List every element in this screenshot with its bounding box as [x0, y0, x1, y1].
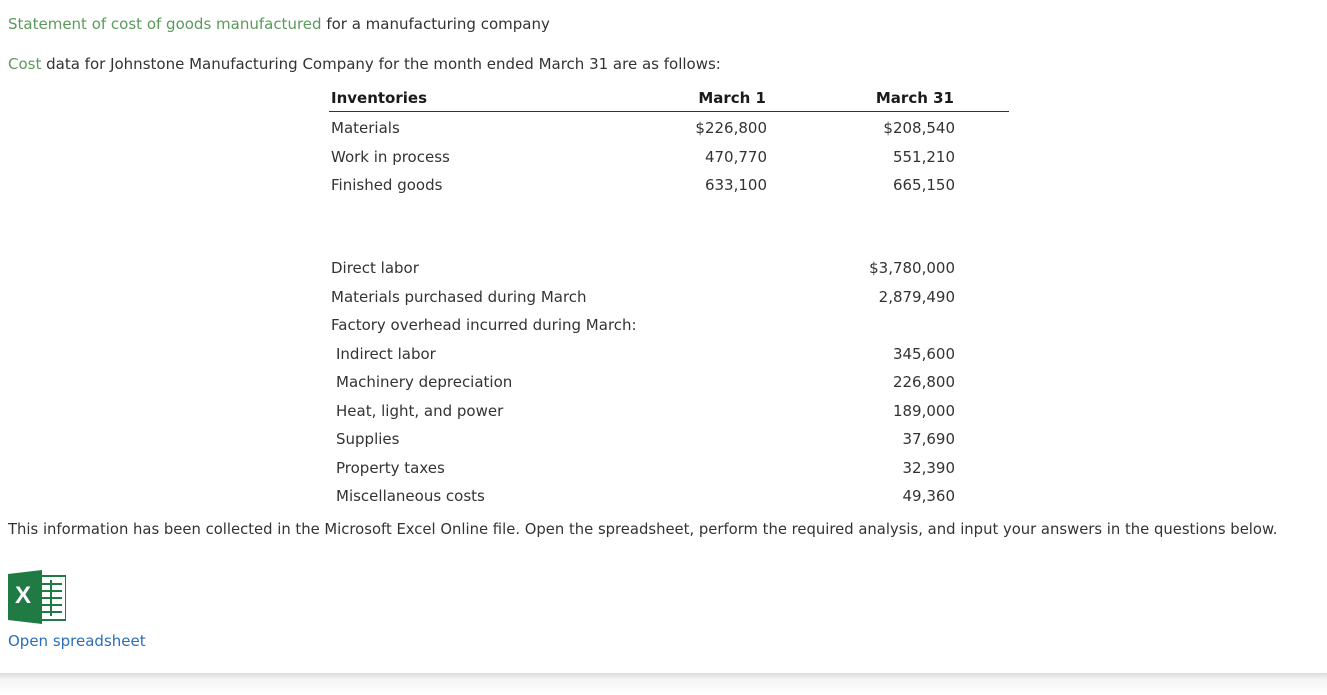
inventories-header-label: Inventories: [331, 89, 428, 107]
inventories-header-march1: March 1: [698, 89, 766, 107]
topic-rest: for a manufacturing company: [321, 15, 550, 33]
inventory-row-label: Work in process: [331, 148, 450, 166]
header-divider: [329, 111, 1009, 112]
cost-rest: data for Johnstone Manufacturing Company for the month ended March 31 are as follows:: [41, 55, 721, 73]
intro-topic-line: [8, 15, 550, 33]
cost-row-value: 2,879,490: [878, 288, 955, 306]
instructions-text: This information has been collected in the Microsoft Excel Online file. Open the spreadsheet, perform the required analysis, and input your answers in the questions below.: [8, 521, 1278, 538]
overhead-row-label: Heat, light, and power: [336, 402, 504, 420]
excel-icon-letter: X: [15, 582, 32, 609]
overhead-row-label: Supplies: [336, 430, 400, 448]
inventory-row-mar1: $226,800: [695, 119, 767, 137]
cost-row-label: Direct labor: [331, 259, 419, 277]
cost-link[interactable]: Cost: [8, 55, 42, 73]
overhead-row-value: 37,690: [902, 430, 955, 448]
open-spreadsheet-link[interactable]: Open spreadsheet: [8, 632, 146, 650]
excel-icon[interactable]: [8, 570, 66, 624]
inventory-row-mar31: 551,210: [892, 148, 955, 166]
cost-row-value: $3,780,000: [869, 259, 955, 277]
bottom-divider: [0, 673, 1327, 695]
topic-link[interactable]: Statement of cost of goods manufactured: [8, 15, 322, 33]
inventory-row-mar1: 633,100: [704, 176, 767, 194]
overhead-row-value: 49,360: [902, 487, 955, 505]
cost-row-label: Materials purchased during March: [331, 288, 587, 306]
inventory-row-label: Finished goods: [331, 176, 443, 194]
inventory-row-label: Materials: [331, 119, 400, 137]
overhead-row-value: 345,600: [892, 345, 955, 363]
overhead-row-label: Property taxes: [336, 459, 445, 477]
inventory-row-mar31: 665,150: [892, 176, 955, 194]
overhead-row-value: 189,000: [892, 402, 955, 420]
intro-cost-line: [8, 55, 721, 73]
overhead-row-label: Miscellaneous costs: [336, 487, 485, 505]
overhead-row-label: Indirect labor: [336, 345, 436, 363]
inventory-row-mar31: $208,540: [883, 119, 955, 137]
overhead-row-value: 226,800: [892, 373, 955, 391]
overhead-row-value: 32,390: [902, 459, 955, 477]
cost-row-label: Factory overhead incurred during March:: [331, 316, 637, 334]
inventories-header-march31: March 31: [875, 89, 954, 107]
inventory-row-mar1: 470,770: [704, 148, 767, 166]
overhead-row-label: Machinery depreciation: [336, 373, 513, 391]
